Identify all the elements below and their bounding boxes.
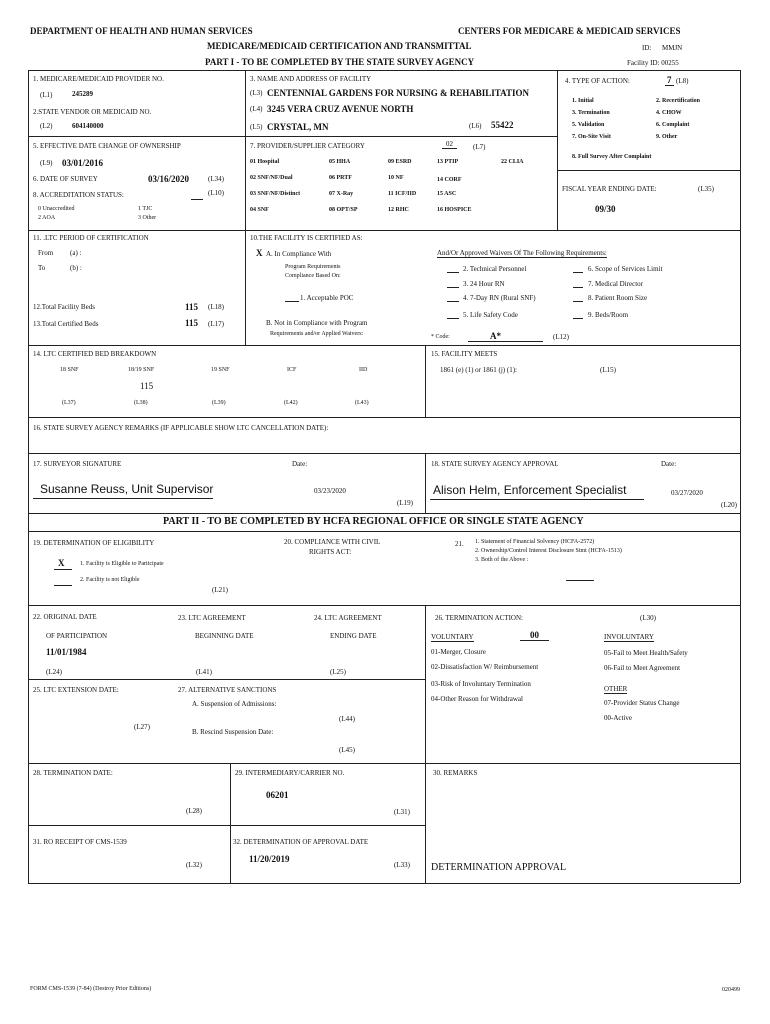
other-00: 00-Active: [604, 714, 632, 722]
facility-meets-text: 1861 (e) (1) or 1861 (j) (1):: [440, 366, 517, 374]
l5-code: (L5): [250, 123, 263, 131]
approval-date-determination-value: 11/20/2019: [249, 854, 290, 864]
action-opt-8: 8. Full Survey After Complaint: [572, 154, 652, 160]
l37-code: (L37): [62, 400, 76, 406]
action-opt-4: 4. CHOW: [656, 110, 682, 116]
surveyor-signature-label: 17. SURVEYOR SIGNATURE: [33, 460, 122, 468]
accred-opt-2: 2 AOA: [38, 215, 56, 221]
waiver-7: 7. Medical Director: [588, 280, 644, 288]
l28-code: (L28): [186, 807, 202, 815]
vol-03: 03-Risk of Involuntary Termination: [431, 680, 531, 688]
waiver-2: 2. Technical Personnel: [463, 265, 527, 273]
l34-code: (L34): [208, 175, 224, 183]
approval-label: 18. STATE SURVEY AGENCY APPROVAL: [431, 460, 559, 468]
certified-as-label: 10.THE FACILITY IS CERTIFIED AS:: [250, 234, 363, 242]
l18-code: (L18): [208, 303, 224, 311]
part1-heading: PART I - TO BE COMPLETED BY THE STATE SURVEY AGENCY: [205, 57, 475, 67]
action-opt-3: 3. Termination: [572, 110, 610, 116]
l12-code: (L12): [553, 333, 569, 341]
ltc-extension-label: 25. LTC EXTENSION DATE:: [33, 686, 119, 694]
action-opt-5: 5. Validation: [572, 122, 605, 128]
waivers-heading: And/Or Approved Waivers Of The Following Requirements:: [437, 249, 607, 257]
cat-01: 01 Hospital: [250, 159, 280, 165]
vendor-no-value: 604140000: [72, 122, 104, 130]
ltc-end-label: 24. LTC AGREEMENT: [314, 614, 382, 622]
cat-08: 08 OPT/SP: [329, 207, 358, 213]
rescind-label: B. Rescind Suspension Date:: [192, 728, 274, 736]
cat-06: 06 PRTF: [329, 175, 352, 181]
approval-date: 03/27/2020: [671, 489, 703, 497]
facility-name-label: 3. NAME AND ADDRESS OF FACILITY: [250, 75, 372, 83]
survey-date: 03/16/2020: [148, 174, 190, 184]
eligible-option: 1. Facility is Eligible to Participate: [80, 561, 164, 567]
l10-code: (L10): [208, 189, 224, 197]
bed-col-19snf: 19 SNF: [211, 367, 230, 373]
approval-signature: Alison Helm, Enforcement Specialist: [433, 483, 627, 497]
action-opt-6: 6. Complaint: [656, 122, 690, 128]
id-label: ID:: [642, 44, 652, 52]
l43-code: (L43): [355, 400, 369, 406]
provider-category-label: 7. PROVIDER/SUPPLIER CATEGORY: [250, 142, 365, 150]
bed-col-iid: IID: [359, 367, 368, 373]
not-in-compliance-2: Requirements and/or Applied Waivers:: [270, 331, 364, 337]
waiver-5: 5. Life Safety Code: [463, 311, 518, 319]
cms-heading: CENTERS FOR MEDICARE & MEDICAID SERVICES: [458, 26, 681, 36]
compliance-a: A. In Compliance With: [266, 250, 332, 258]
code-label: * Code:: [431, 334, 450, 340]
l31-code: (L31): [394, 808, 410, 816]
cat-02: 02 SNF/NF/Dual: [250, 175, 293, 181]
termination-action-label: 26. TERMINATION ACTION:: [435, 614, 523, 622]
waiver-6: 6. Scope of Services Limit: [588, 265, 663, 273]
l44-code: (L44): [339, 715, 355, 723]
from-label: From: [38, 249, 54, 257]
approval-date-label: Date:: [661, 460, 677, 468]
eligibility-label: 19. DETERMINATION OF ELIGIBILITY: [33, 539, 155, 547]
l17-code: (L17): [208, 320, 224, 328]
bed-col-18snf: 18 SNF: [60, 367, 79, 373]
l33-code: (L33): [394, 861, 410, 869]
cat-11: 11 ICF/IID: [388, 191, 417, 197]
termination-date-label: 28. TERMINATION DATE:: [33, 769, 113, 777]
sanctions-label: 27. ALTERNATIVE SANCTIONS: [178, 686, 277, 694]
cat-10: 10 NF: [388, 175, 404, 181]
l1-code: (L1): [40, 91, 53, 99]
participation-label: OF PARTICIPATION: [46, 632, 108, 640]
l39-code-beds: (L39): [212, 400, 226, 406]
cat-09: 09 ESRD: [388, 159, 412, 165]
cat-15: 15 ASC: [437, 191, 457, 197]
other-heading: OTHER: [604, 685, 628, 693]
facility-zip: 55422: [491, 120, 514, 130]
cat-05: 05 HHA: [329, 159, 351, 165]
original-date-label: 22. ORIGINAL DATE: [33, 613, 97, 621]
certified-beds-value: 115: [185, 318, 199, 328]
l8-code: (L8): [676, 77, 689, 85]
from-a: (a) :: [70, 249, 82, 257]
to-label: To: [38, 264, 46, 272]
acceptable-poc: 1. Acceptable POC: [300, 294, 354, 302]
bed-col-icf: ICF: [287, 367, 297, 373]
surveyor-date: 03/23/2020: [314, 487, 346, 495]
l24-code: (L24): [46, 668, 62, 676]
waiver-8: 8. Patient Room Size: [588, 294, 648, 302]
not-in-compliance: B. Not in Compliance with Program: [266, 319, 368, 327]
compliance-a2: Program Requirements: [285, 264, 341, 270]
total-beds-value: 115: [185, 302, 199, 312]
item21-label: 21.: [455, 540, 464, 548]
l32-code: (L32): [186, 861, 202, 869]
civil-rights-label: 20. COMPLIANCE WITH CIVIL: [284, 538, 381, 546]
bed-breakdown-label: 14. LTC CERTIFIED BED BREAKDOWN: [33, 350, 157, 358]
facility-city: CRYSTAL, MN: [267, 122, 329, 132]
cat-14: 14 CORF: [437, 177, 462, 183]
l2-code: (L2): [40, 122, 53, 130]
other-07: 07-Provider Status Change: [604, 699, 680, 707]
cat-16: 16 HOSPICE: [437, 207, 472, 213]
invol-06: 06-Fail to Meet Agreement: [604, 664, 681, 672]
invol-05: 05-Fail to Meet Health/Safety: [604, 649, 688, 657]
item21-opt1: 1. Statement of Financial Solvency (HCFA-2572): [475, 539, 595, 545]
part2-heading: PART II - TO BE COMPLETED BY HCFA REGIONAL OFFICE OR SINGLE STATE AGENCY: [163, 516, 584, 527]
l20-code: (L20): [721, 501, 737, 509]
l9-code: (L9): [40, 159, 53, 167]
provider-category-value: 02: [442, 140, 457, 149]
bed-col-1819snf: 18/19 SNF: [128, 367, 155, 373]
fiscal-year-value: 09/30: [595, 204, 616, 214]
vol-04: 04-Other Reason for Withdrawal: [431, 695, 523, 703]
ltc-begin-label: 23. LTC AGREEMENT: [178, 614, 246, 622]
l42-code: (L42): [284, 400, 298, 406]
eligibility-mark: X: [58, 558, 65, 568]
certified-beds-label: 13.Total Certified Beds: [33, 320, 99, 328]
bed-1819snf-value: 115: [140, 381, 154, 391]
intermediary-label: 29. INTERMEDIARY/CARRIER NO.: [235, 769, 345, 777]
voluntary-heading: VOLUNTARY: [431, 633, 474, 641]
l3-code: (L3): [250, 89, 263, 97]
waiver-3: 3. 24 Hour RN: [463, 280, 505, 288]
waiver-9: 9. Beds/Room: [588, 311, 629, 319]
cat-13: 13 PTIP: [437, 159, 459, 165]
ltc-end-label-2: ENDING DATE: [330, 632, 377, 640]
surveyor-signature: Susanne Reuss, Unit Supervisor: [40, 482, 214, 496]
total-beds-label: 12.Total Facility Beds: [33, 303, 95, 311]
facility-meets-label: 15. FACILITY MEETS: [431, 350, 498, 358]
l41-code: (L41): [196, 668, 212, 676]
waiver-4: 4. 7-Day RN (Rural SNF): [463, 294, 536, 302]
accred-opt-1: 1 TJC: [138, 206, 153, 212]
compliance-mark: X: [256, 248, 263, 258]
dept-heading: DEPARTMENT OF HEALTH AND HUMAN SERVICES: [30, 26, 253, 36]
code-value: A*: [490, 331, 501, 341]
accred-opt-3: 3 Other: [138, 215, 157, 221]
l35-code: (L35): [698, 185, 714, 193]
frame-left: [28, 70, 29, 788]
ownership-change-label: 5. EFFECTIVE DATE CHANGE OF OWNERSHIP: [33, 142, 181, 150]
l21-code: (L21): [212, 586, 228, 594]
l19-code: (L19): [397, 499, 413, 507]
ro-receipt-label: 31. RO RECEIPT OF CMS-1539: [33, 838, 127, 846]
l38-code: (L38): [134, 400, 148, 406]
cat-07: 07 X-Ray: [329, 191, 354, 197]
cat-22: 22 CLIA: [501, 159, 524, 165]
approval-date-determination-label: 32. DETERMINATION OF APPROVAL DATE: [233, 838, 369, 846]
item21-opt2: 2. Ownership/Control Interest Disclosure Stmt (HCFA-1513): [475, 548, 622, 554]
involuntary-heading: INVOLUNTARY: [604, 633, 654, 641]
l30-code: (L30): [640, 614, 656, 622]
accred-opt-0: 0 Unaccredited: [38, 206, 75, 212]
type-of-action-value: 7: [667, 75, 672, 85]
surveyor-date-label: Date:: [292, 460, 308, 468]
ltc-begin-label-2: BEGINNING DATE: [195, 632, 254, 640]
l25-code: (L25): [330, 668, 346, 676]
facility-id: Facility ID: 00255: [627, 59, 679, 67]
l7-code: (L7): [473, 143, 486, 151]
action-opt-1: 1. Initial: [572, 98, 594, 104]
intermediary-value: 06201: [266, 790, 289, 800]
action-opt-9: 9. Other: [656, 134, 678, 140]
provider-no-label: 1. MEDICARE/MEDICAID PROVIDER NO.: [33, 75, 164, 83]
cat-12: 12 RHC: [388, 207, 409, 213]
footer-code: 020499: [722, 987, 740, 993]
form-title: MEDICARE/MEDICAID CERTIFICATION AND TRANSMITTAL: [207, 41, 472, 51]
ownership-change-date: 03/01/2016: [62, 158, 104, 168]
l6-code: (L6): [469, 122, 482, 130]
to-b: (b) :: [70, 264, 82, 272]
action-opt-2: 2. Recertification: [656, 98, 700, 104]
fiscal-year-label: FISCAL YEAR ENDING DATE:: [562, 185, 657, 193]
facility-address: 3245 VERA CRUZ AVENUE NORTH: [267, 104, 414, 114]
cat-03: 03 SNF/NF/Distinct: [250, 191, 301, 197]
suspension-label: A. Suspension of Admissions:: [192, 700, 277, 708]
vendor-no-label: 2.STATE VENDOR OR MEDICAID NO.: [33, 108, 152, 116]
state-remarks-label: 16. STATE SURVEY AGENCY REMARKS (IF APPLICABLE SHOW LTC CANCELLATION DATE):: [33, 424, 329, 432]
determination-approval: DETERMINATION APPROVAL: [431, 862, 567, 873]
action-opt-7: 7. On-Site Visit: [572, 134, 611, 140]
civil-rights-label-2: RIGHTS ACT:: [309, 548, 352, 556]
remarks-label: 30. REMARKS: [433, 769, 478, 777]
not-eligible-option: 2. Facility is not Eligible: [80, 577, 140, 583]
termination-value: 00: [520, 630, 549, 641]
l4-code: (L4): [250, 105, 263, 113]
item21-opt3: 3. Both of the Above :: [475, 557, 529, 563]
facility-name: CENTENNIAL GARDENS FOR NURSING & REHABILITATION: [267, 88, 529, 98]
type-of-action-label: 4. TYPE OF ACTION:: [565, 77, 630, 85]
vol-02: 02-Dissatisfaction W/ Reimbursement: [431, 663, 539, 671]
l15-code: (L15): [600, 366, 616, 374]
provider-no-value: 245289: [72, 90, 93, 98]
ltc-period-label: 11. .LTC PERIOD OF CERTIFICATION: [33, 234, 149, 242]
survey-date-label: 6. DATE OF SURVEY: [33, 175, 98, 183]
vol-01: 01-Merger, Closure: [431, 648, 486, 656]
cat-04: 04 SNF: [250, 207, 269, 213]
accreditation-label: 8. ACCREDITATION STATUS:: [33, 191, 124, 199]
l27-code: (L27): [134, 723, 150, 731]
l45-code: (L45): [339, 746, 355, 754]
original-date-value: 11/01/1984: [46, 647, 87, 657]
form-number: FORM CMS-1539 (7-84) (Destroy Prior Editions): [30, 986, 152, 992]
id-value: MMJN: [662, 44, 683, 52]
compliance-a3: Compliance Based On:: [285, 273, 341, 279]
frame-right: [740, 70, 741, 788]
